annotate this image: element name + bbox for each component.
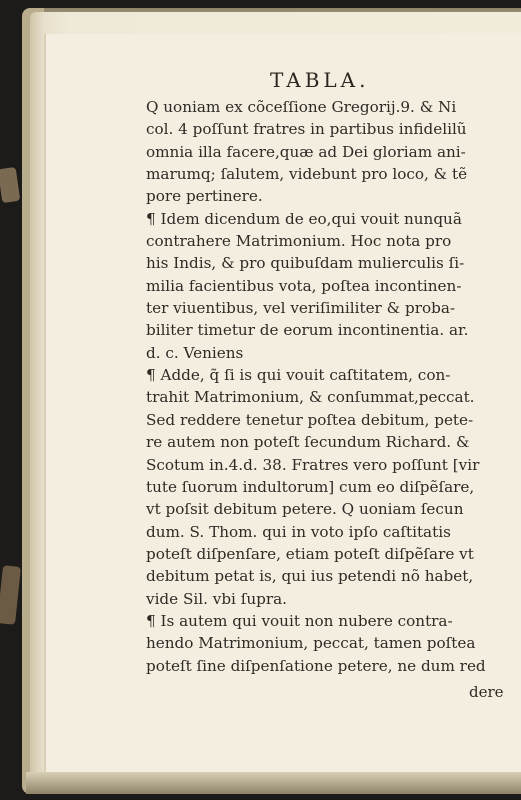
text-line: ter viuentibus, vel veriſimiliter & proba- bbox=[146, 299, 456, 318]
text-line: Scotum in.4.d. 38. Fratres vero poſſunt [vir bbox=[146, 455, 480, 474]
tie-ribbon-bottom bbox=[0, 565, 21, 625]
page-stack-bottom bbox=[26, 772, 521, 794]
text-line: ¶ Is autem qui vouit non nubere contra- bbox=[146, 611, 453, 630]
text-line: poteſt diſpenſare, etiam poteſt diſpẽſare vt bbox=[146, 544, 474, 563]
text-line: d. c. Veniens bbox=[146, 343, 244, 362]
text-line: biliter timetur de eorum incontinentia. ar. bbox=[146, 321, 469, 340]
text-line: pore pertinere. bbox=[146, 187, 263, 206]
text-line: col. 4 poſſunt fratres in partibus infidelilũ bbox=[146, 120, 467, 139]
text-line: hendo Matrimonium, peccat, tamen poſtea bbox=[146, 634, 476, 653]
text-line: ¶ Idem dicendum de eo,qui vouit nunquã bbox=[146, 209, 462, 228]
tie-ribbon-top bbox=[0, 167, 20, 203]
text-line: Sed reddere tenetur poſtea debitum, pete- bbox=[146, 410, 474, 429]
text-line: re autem non poteſt ſecundum Richard. & bbox=[146, 433, 470, 452]
body-text bbox=[146, 96, 516, 677]
catchword: dere bbox=[469, 683, 504, 701]
text-line: trahit Matrimonium, & conſummat,peccat. bbox=[146, 388, 475, 407]
text-line: omnia illa facere,quæ ad Dei gloriam ani- bbox=[146, 142, 466, 161]
text-line: milia facientibus vota, poſtea incontinen- bbox=[146, 276, 462, 295]
text-line: poteſt ſine diſpenſatione petere, ne dum red bbox=[146, 656, 486, 675]
text-line: his Indis, & pro quibuſdam mulierculis ſi- bbox=[146, 254, 465, 273]
text-line: vt poſsit debitum petere. Q uoniam ſecun bbox=[146, 500, 464, 519]
text-line: Q uoniam ex cõceſſione Gregorij.9. & Ni bbox=[146, 98, 457, 116]
text-line: tute ſuorum indultorum] cum eo diſpẽſare, bbox=[146, 477, 475, 496]
text-line: debitum petat is, qui ius petendi nõ habet, bbox=[146, 567, 474, 586]
text-line: marumq; ſalutem, videbunt pro loco, & tẽ bbox=[146, 165, 468, 184]
page-heading: TABLA. bbox=[270, 68, 370, 92]
text-line: vide Sil. vbi ſupra. bbox=[146, 589, 288, 608]
text-line: contrahere Matrimonium. Hoc nota pro bbox=[146, 232, 452, 251]
text-line: ¶ Adde, q̃ ſi is qui vouit caſtitatem, con- bbox=[146, 366, 451, 385]
text-line: dum. S. Thom. qui in voto ipſo caſtitatis bbox=[146, 522, 451, 541]
